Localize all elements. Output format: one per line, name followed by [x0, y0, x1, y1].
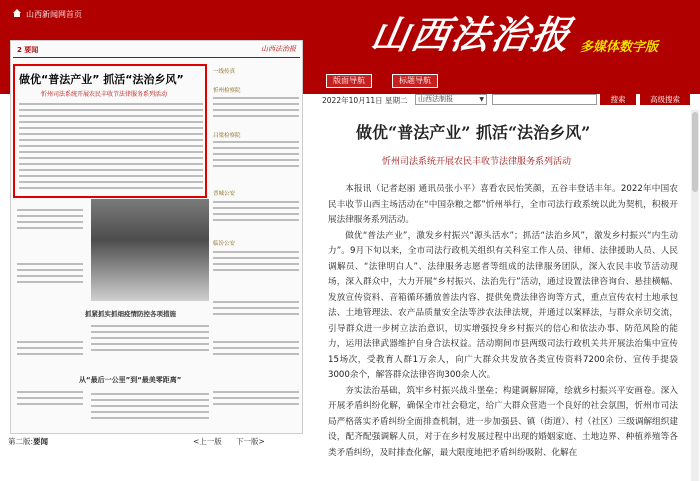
newspaper-page-thumbnail[interactable]	[10, 40, 303, 434]
page-rule	[13, 57, 300, 58]
search-input[interactable]	[492, 94, 597, 105]
page-nav-button[interactable]: 版面导航	[326, 74, 372, 88]
prev-page-link[interactable]: <上一版	[193, 437, 222, 446]
thumb-headline: 做优“普法产业” 抓活“法治乡风”	[19, 73, 184, 86]
article-paragraph: 夯实法治基础，筑牢乡村振兴战斗堡垒；构建调解屏障，绘就乡村振兴平安画卷。深入开展矛盾纠纷化解，确保全市社会稳定，给广大群众营造一个良好的社会氛围，忻州市司法局严格落实矛盾纠纷全面排查机制，进一步加强县、镇（街道）、村（社区）三级调解组织建设，配齐配强调解人员，对于在乡村发展过程中出现的婚姻家庭、土地边界、种植养殖等各类矛盾纠纷，及时排查化解，最大限度地把矛盾纠纷吸附、化解在	[328, 385, 678, 458]
edition-select-value: 山西法制报	[418, 95, 453, 103]
search-button[interactable]: 搜索	[600, 94, 636, 105]
thumb-subhead: 忻州司法系统开展农民丰收节法律服务系列活动	[41, 91, 168, 98]
article-title: 做优“普法产业” 抓活“法治乡风”	[356, 123, 591, 142]
article-paragraph: 本报讯（记者赵丽 通讯员张小平）喜看农民怡笑颜，五谷丰登话丰年。2022年中国农民丰收节山西主场活动在“中国杂粮之都”忻州举行，全市司法行政系统以此为契机，积极开展法律服务系列活动。	[328, 184, 678, 225]
column-header: 吕梁检察院	[213, 133, 241, 139]
article-body	[328, 182, 678, 461]
column-header: 忻州检察院	[213, 88, 241, 94]
page-logo: 山西法治报	[261, 45, 296, 53]
thumb-article-title: 抓紧抓实抓细疫情防控各项措施	[85, 310, 176, 318]
edition-select[interactable]	[415, 94, 487, 105]
thumb-article-title: 从“最后一公里”到“最美零距离”	[79, 376, 182, 384]
logo: 山西法治报	[367, 12, 576, 57]
advanced-search-button[interactable]: 高级搜索	[640, 94, 690, 105]
current-page-name: 要闻	[33, 437, 49, 446]
current-page-label: 第二版:要闻	[8, 437, 49, 446]
home-icon	[12, 8, 22, 18]
scrollbar-thumb[interactable]	[692, 112, 698, 192]
article-paragraph: 做优“普法产业”，激发乡村振兴“源头活水”；抓活“法治乡风”，激发乡村振兴“内生动力”。9月下旬以来，全市司法行政机关组织有关科室工作人员、律师、法律援助人员、人民调解员、“法律明白人”、法律服务志愿者等组成的法律服务团队，深入农民丰收节活动现场，深入群众中，大力开展“乡村振兴、法治先行”活动，通过设置法律咨询台、悬挂横幅、发放宣传资料、音箱循环播放普法内容、提供免费法律咨询等方式，重点宣传农村土地承包法、土地管理法、农产品质量安全法等涉农法律法规，并通过以案释法，与群众亲切交流，引导群众进一步树立法治意识，切实增强投身乡村振兴的信心和依法办事、防范风险的能力，运用法律武器维护自身合法权益。活动期间市县两级司法行政机关共开展法治集中宣传15场次，受教育人群1万余人，向广大群众共发放各类宣传资料7200余份、宣传手提袋3000余个，解答群众法律咨询300余人次。	[328, 230, 678, 380]
article-subtitle: 忻州司法系统开展农民丰收节法律服务系列活动	[382, 157, 572, 167]
news-photo	[91, 199, 209, 301]
top-bar	[0, 0, 700, 30]
issue-date: 2022年10月11日 星期二	[322, 96, 408, 105]
column-header: 晋城公安	[213, 191, 236, 197]
chevron-down-icon: ▼	[479, 96, 484, 103]
article-panel	[310, 108, 690, 481]
edition-subtitle: 多媒体数字版	[580, 40, 659, 55]
home-link[interactable]: 山西新闻网首页	[26, 10, 82, 19]
title-nav-button[interactable]: 标题导航	[392, 74, 438, 88]
page-number: 2 要闻	[17, 46, 39, 54]
info-bar	[310, 94, 700, 106]
next-page-link[interactable]: 下一版>	[236, 437, 265, 446]
column-header: 临汾公安	[213, 241, 236, 247]
column-header: 一线传真	[213, 69, 236, 75]
